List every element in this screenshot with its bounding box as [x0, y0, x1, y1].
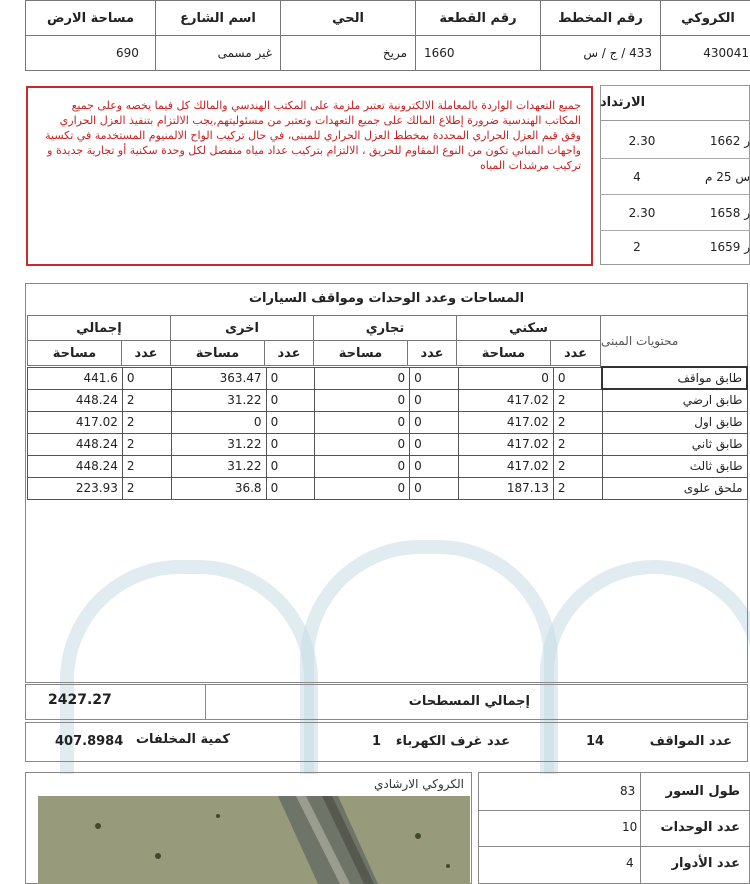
residential-area: 0 — [459, 367, 554, 389]
floor-label: ملحق علوى — [602, 477, 747, 499]
total-count: 2 — [122, 477, 171, 499]
total-area: 448.24 — [28, 455, 123, 477]
obligations-notice — [26, 86, 593, 266]
setback-label: س 25 م — [705, 170, 750, 184]
other-count: 0 — [266, 477, 315, 499]
commercial-count: 0 — [410, 455, 459, 477]
header-street-name: اسم الشارع — [155, 0, 281, 36]
other-count: 0 — [266, 367, 315, 389]
table-row — [28, 455, 748, 477]
total-area: 448.24 — [28, 433, 123, 455]
setback-label: ر 1658 — [709, 206, 750, 220]
other-count: 0 — [266, 389, 315, 411]
value-sketch-id: 430041 — [660, 35, 750, 71]
total-area: 223.93 — [28, 477, 123, 499]
residential-count: 2 — [553, 433, 602, 455]
residential-count: 2 — [553, 389, 602, 411]
fence-length-label: طول السور — [665, 784, 740, 799]
commercial-area: 0 — [315, 433, 410, 455]
sub-count: عدد — [264, 340, 314, 366]
group-commercial: تجاري — [313, 315, 457, 341]
commercial-count: 0 — [410, 367, 459, 389]
table-row — [28, 433, 748, 455]
sub-count: عدد — [550, 340, 601, 366]
total-area: 417.02 — [28, 411, 123, 433]
sub-area: مساحة — [170, 340, 265, 366]
other-count: 0 — [266, 433, 315, 455]
sub-count: عدد — [121, 340, 171, 366]
residential-area: 417.02 — [459, 411, 554, 433]
setback-value: 4 — [633, 170, 641, 184]
sketch-label: الكروكي الارشادي — [374, 777, 464, 791]
summary-row-divider — [478, 810, 750, 811]
residential-count: 2 — [553, 411, 602, 433]
electric-rooms-label: عدد غرف الكهرباء — [395, 734, 510, 749]
fence-length-value: 83 — [620, 784, 636, 798]
totals-value: 2427.27 — [48, 692, 112, 708]
totals-divider — [205, 684, 206, 720]
header-district: الحي — [280, 0, 416, 36]
header-plan-number: رقم المخطط — [540, 0, 661, 36]
setback-value: 2.30 — [628, 134, 656, 148]
total-area: 448.24 — [28, 389, 123, 411]
header-land-area: مساحة الارض — [25, 0, 156, 36]
header-sketch-id: الكروكي — [660, 0, 750, 36]
total-count: 2 — [122, 389, 171, 411]
table-row — [28, 411, 748, 433]
commercial-area: 0 — [315, 367, 410, 389]
commercial-count: 0 — [410, 433, 459, 455]
other-area: 36.8 — [171, 477, 266, 499]
floors-count-value: 4 — [626, 856, 634, 870]
total-count: 2 — [122, 411, 171, 433]
floor-label: طابق ارضي — [602, 389, 747, 411]
areas-table — [27, 366, 748, 500]
parking-label: عدد المواقف — [649, 734, 732, 749]
table-row — [28, 389, 748, 411]
other-count: 0 — [266, 411, 315, 433]
group-other: اخرى — [170, 315, 314, 341]
value-land-area: 690 — [25, 35, 156, 71]
commercial-area: 0 — [315, 411, 410, 433]
other-area: 31.22 — [171, 389, 266, 411]
floors-count-label: عدد الأدوار — [671, 856, 740, 871]
total-area: 441.6 — [28, 367, 123, 389]
sub-area: مساحة — [27, 340, 122, 366]
other-count: 0 — [266, 455, 315, 477]
summary-row-divider — [478, 846, 750, 847]
residential-area: 417.02 — [459, 389, 554, 411]
summary-divider — [640, 772, 641, 884]
group-residential: سكني — [456, 315, 601, 341]
electric-rooms-value: 1 — [372, 734, 382, 749]
other-area: 363.47 — [171, 367, 266, 389]
areas-title: المساحات وعدد الوحدات ومواقف السيارات — [248, 291, 525, 306]
setback-value: 2.30 — [628, 206, 656, 220]
setback-divider — [600, 194, 750, 195]
units-count-value: 10 — [622, 820, 638, 834]
setback-label: ر 1659 — [709, 240, 750, 254]
residential-count: 2 — [553, 477, 602, 499]
value-district: مريخ — [280, 35, 416, 71]
commercial-count: 0 — [410, 389, 459, 411]
waste-value: 407.8984 — [55, 734, 124, 749]
residential-area: 417.02 — [459, 433, 554, 455]
commercial-area: 0 — [315, 477, 410, 499]
sub-area: مساحة — [456, 340, 551, 366]
obligations-notice-text: جميع التعهدات الواردة بالمعاملة الالكترونية تعتبر ملزمة على المكتب الهندسي والمالك كل فيما يخصه وعلى جميع المكاتب الهندسية ضرورة إطلاع المالك على جميع التعهدات وتعتبر من مسئوليتهم,يجب الالتزام بتنفيذ العزل الحراري وفق قيم العزل الحراري المحددة بمخطط العزل الحراري للمبنى، في حال تركيب الواح الالمنيوم المستخدمة في تكسية واجهات المباني تكون من النوع المقاوم للحريق ، الالتزام بتركيب عداد مياه منفصل لكل وحدة سكنية أو تجارية جديدة و تركيب مرشدات المياه — [45, 99, 581, 172]
other-area: 0 — [171, 411, 266, 433]
value-plan-number: 433 / ج / س — [540, 35, 661, 71]
setback-header: الارتداد — [600, 85, 750, 121]
commercial-area: 0 — [315, 455, 410, 477]
commercial-count: 0 — [410, 411, 459, 433]
setback-value: 2 — [633, 240, 641, 254]
header-plot-number: رقم القطعة — [415, 0, 541, 36]
residential-count: 2 — [553, 455, 602, 477]
other-area: 31.22 — [171, 433, 266, 455]
commercial-count: 0 — [410, 477, 459, 499]
waste-label: كمية المخلفات — [135, 732, 230, 747]
parking-value: 14 — [586, 734, 605, 749]
group-total: إجمالي — [27, 315, 171, 341]
totals-label: إجمالي المسطحات — [408, 694, 530, 709]
other-area: 31.22 — [171, 455, 266, 477]
setback-label: ر 1662 — [709, 134, 750, 148]
sub-count: عدد — [407, 340, 457, 366]
residential-area: 417.02 — [459, 455, 554, 477]
value-plot-number: 1660 — [415, 35, 541, 71]
floor-label: طابق ثاني — [602, 433, 747, 455]
floor-label: طابق مواقف — [602, 367, 747, 389]
floor-label: طابق ثالث — [602, 455, 747, 477]
total-count: 2 — [122, 433, 171, 455]
row-header-building-contents: محتويات المبنى — [600, 315, 748, 367]
residential-count: 0 — [553, 367, 602, 389]
table-row — [28, 367, 748, 389]
commercial-area: 0 — [315, 389, 410, 411]
setback-divider — [600, 158, 750, 159]
aerial-sketch-image — [38, 796, 470, 884]
table-row — [28, 477, 748, 499]
sub-area: مساحة — [313, 340, 408, 366]
floor-label: طابق اول — [602, 411, 747, 433]
residential-area: 187.13 — [459, 477, 554, 499]
units-count-label: عدد الوحدات — [660, 820, 740, 835]
total-count: 2 — [122, 455, 171, 477]
value-street-name: غير مسمى — [155, 35, 281, 71]
total-count: 0 — [122, 367, 171, 389]
setback-divider — [600, 230, 750, 231]
